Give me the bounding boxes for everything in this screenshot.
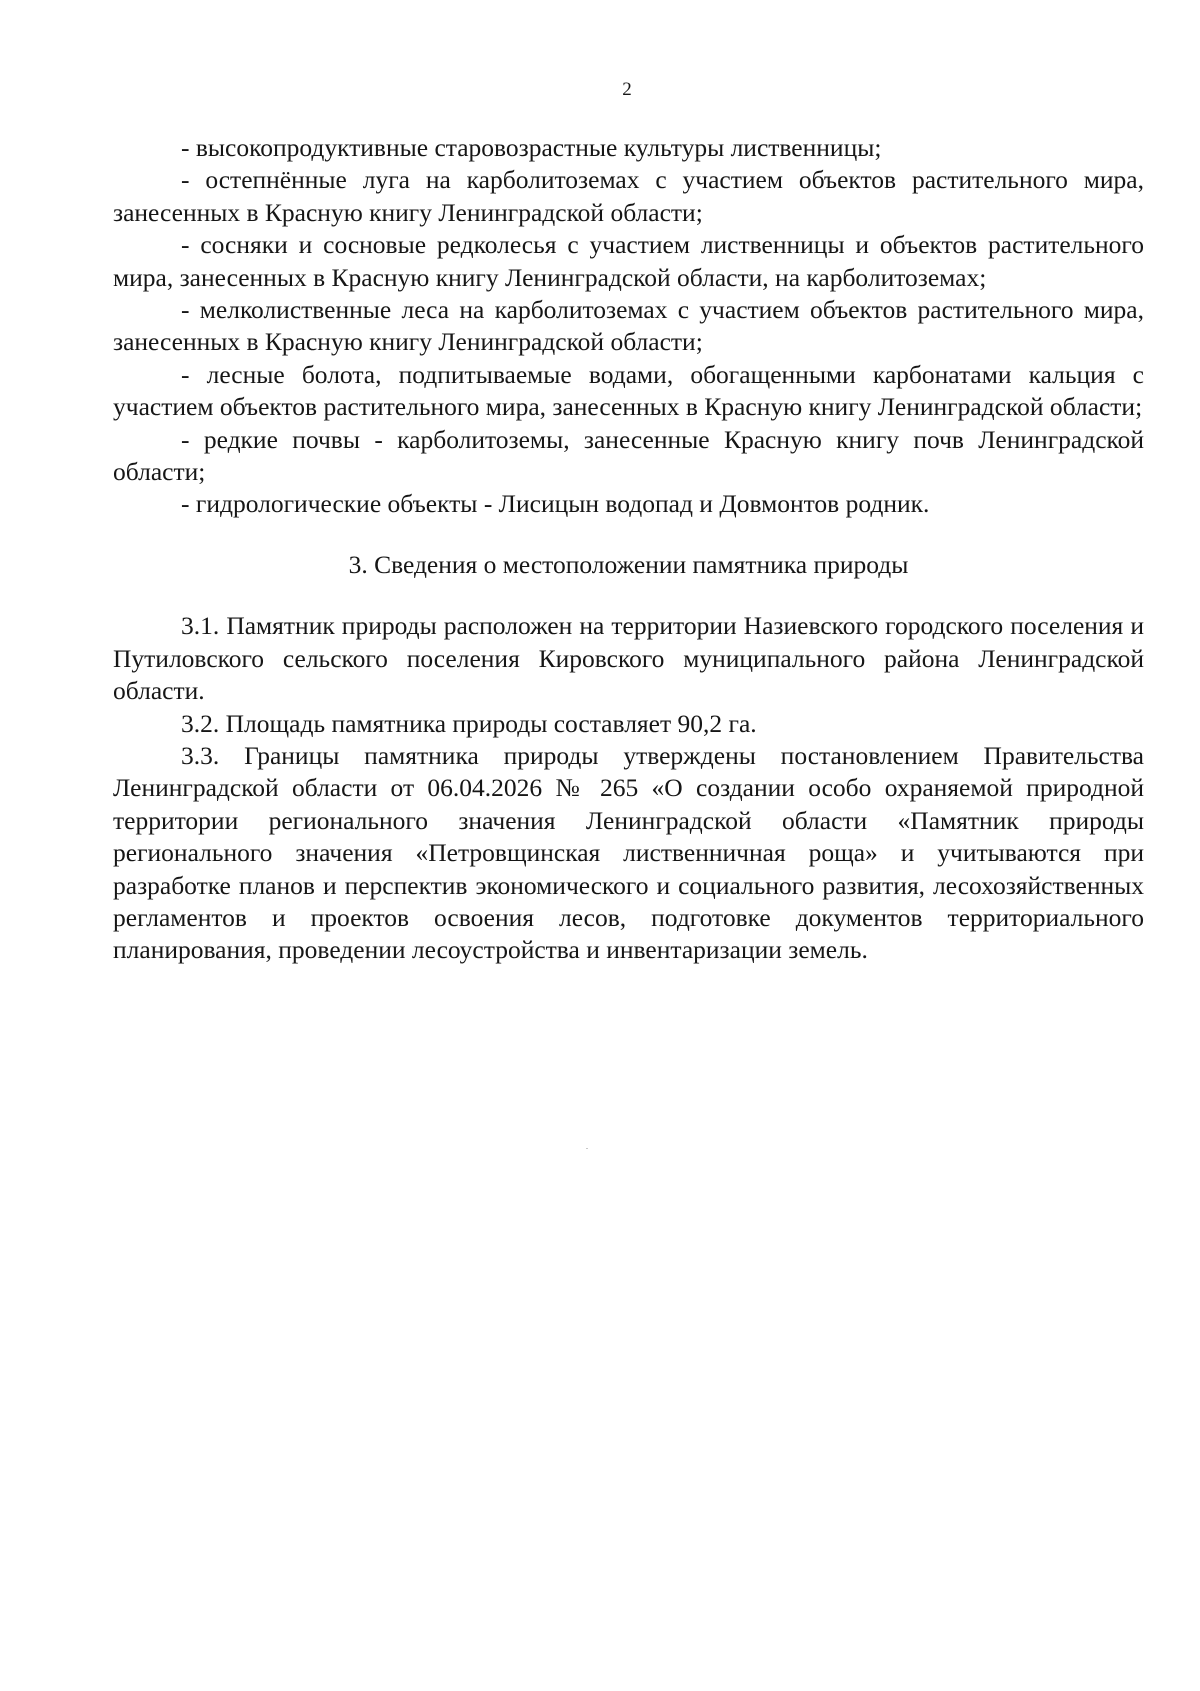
- list-item: - высокопродуктивные старовозрастные культуры лиственницы;: [181, 133, 882, 162]
- paragraph-3-1: 3.1. Памятник природы расположен на территории Назиевского городского поселения и Путиловского сельского поселения Кировского муниципального района Ленинградской области.: [113, 611, 1144, 706]
- scan-speck: [586, 1148, 588, 1149]
- section-heading: 3. Сведения о местоположении памятника природы: [348, 549, 909, 579]
- list-item: - мелколиственные леса на карболитоземах с участием объектов растительного мира, занесенных в Красную книгу Ленинградской области;: [113, 295, 1144, 357]
- list-item: - остепнённые луга на карболитоземах с участием объектов растительного мира, занесенных в Красную книгу Ленинградской области;: [113, 165, 1144, 227]
- paragraph-3-3: 3.3. Границы памятника природы утверждены постановлением Правительства Ленинградской области от 06.04.2026 № 265 «О создании особо охраняемой природной территории регионального значения Ленинградской области «Памятник природы регионального значения «Петровщинская лиственничная роща» и учитываются при разработке планов и перспектив экономического и социального развития, лесохозяйственных регламентов и проектов освоения лесов, подготовке документов территориального планирования, проведении лесоустройства и инвентаризации земель.: [113, 740, 1144, 965]
- document-body: [113, 132, 1144, 967]
- list-item: - гидрологические объекты - Лисицын водопад и Довмонтов родник.: [181, 489, 930, 519]
- list-item: - сосняки и сосновые редколесья с участием лиственницы и объектов растительного мира, занесенных в Красную книгу Ленинградской области, на карболитоземах;: [113, 230, 1144, 292]
- list-item: - лесные болота, подпитываемые водами, обогащенными карбонатами кальция с участием объектов растительного мира, занесенных в Красную книгу Ленинградской области;: [113, 359, 1144, 422]
- paragraph-3-2: 3.2. Площадь памятника природы составляет 90,2 га.: [181, 708, 757, 738]
- list-item: - редкие почвы - карболитоземы, занесенные Красную книгу почв Ленинградской области;: [113, 424, 1144, 487]
- page-number: 2: [622, 79, 632, 100]
